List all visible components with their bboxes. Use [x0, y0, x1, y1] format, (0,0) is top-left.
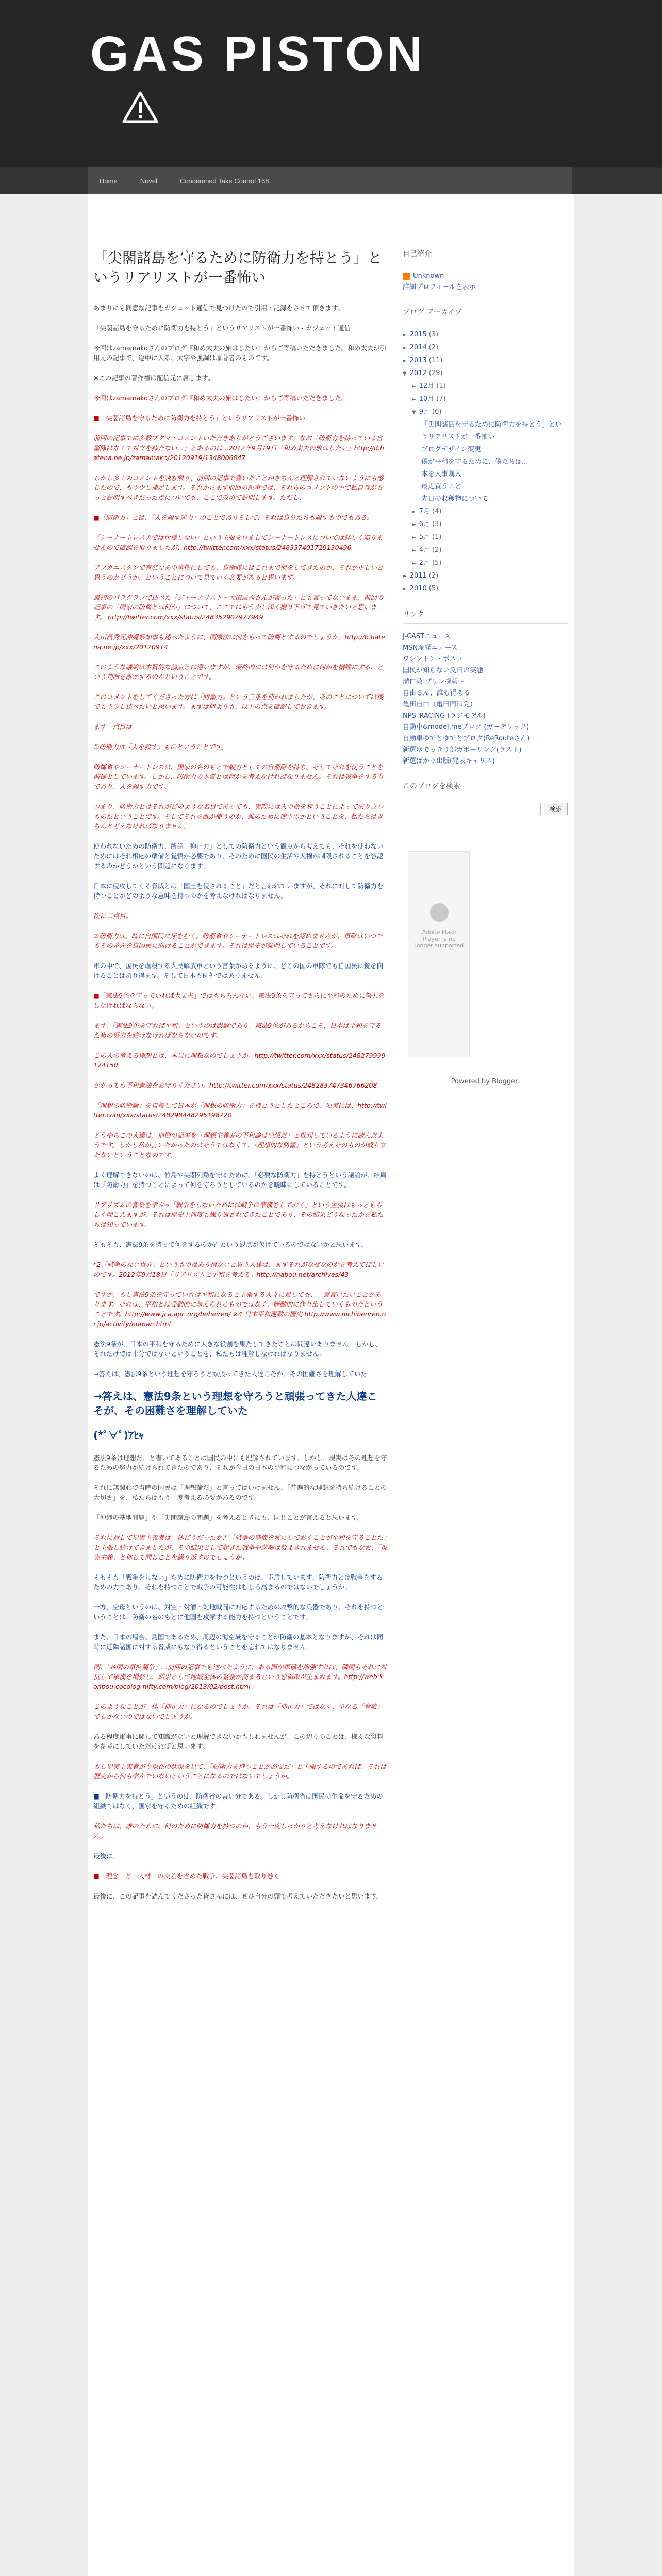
expand-closed-icon[interactable]: ►: [403, 345, 407, 351]
archive-item[interactable]: [403, 493, 568, 505]
archive-label[interactable]: 2012: [409, 369, 427, 377]
post-paragraph: どうやらこの人達は、前回の記事を「理想主義者の平和論は空想だ」と批判しているように読んだようです。しかし私が言いたかったのはそうではなくて、「理想的な防衛」という考えそのものが成り立たないということなのです。: [93, 1131, 386, 1159]
search-button[interactable]: 検索: [544, 803, 568, 815]
post-paragraph: *2「戦争のない世界」というものはあり得ないと思う人達は、まずそれがなぜなのかを考えてほしいのです。2012年9月18日「リアリズムと平和を考える」http://nabou.net/archives/43: [93, 1261, 385, 1278]
post-paragraph: そもそも、憲法9条を持って何をするのか？という観点が欠けているのではないかと思います。: [93, 1241, 368, 1248]
post-paragraph: このような議論は本質的な論点とは違いますが、最終的には何かを守るために何かを犠牲にする、という判断を誰がするのかということです。: [93, 663, 384, 681]
sidebar-link[interactable]: 国民が知らない反日の実態: [403, 667, 484, 674]
archive-label[interactable]: 最近買うこと: [421, 483, 462, 490]
post-paragraph: 「理想の防衛論」を自慢して日本が「理想の防衛力」を持とうとしたところで、現実には、http://twitter.com/xxx/status/248298448295198720: [93, 1101, 387, 1119]
archive-item[interactable]: [403, 468, 568, 481]
post-paragraph: しかし多くのコメントを読む限り、前回の記事で書いたことがきちんと理解されていないようにも感じたので、もう少し補足します。それからまず前回の記事では、それらのコメントの中で私自身がもっと説明すべきだった点についても、ここで改めて説明します。ただし、: [93, 474, 384, 501]
post-paragraph: 日本に侵攻してくる脅威とは「国土を侵されること」だと言われていますが、それに対して防衛力を持つことがどのような意味を持つのかを考えなければなりません。: [93, 882, 384, 900]
content-area: [88, 194, 574, 2576]
profile-link[interactable]: 詳細プロフィールを表示: [403, 283, 476, 291]
expand-closed-icon[interactable]: ►: [412, 535, 416, 540]
main-column: [93, 248, 387, 1911]
archive-label[interactable]: 本を大事購入: [421, 470, 462, 478]
post-paragraph: ※この記事の著作権は配信元に属します。: [93, 374, 214, 382]
archive-label[interactable]: 「尖閣諸島を守るために防衛力を持とう」というリアリストが一番怖い: [421, 421, 562, 441]
profile-name[interactable]: Unknown: [413, 272, 444, 280]
sidebar-link[interactable]: 新選ゆでっきり部カポーリング(ラスト): [403, 746, 522, 754]
sidebar-link[interactable]: ワシントン・ポスト: [403, 655, 463, 663]
archive-item[interactable]: [403, 570, 568, 583]
post-paragraph: このコメントをしてくださった方は「防衛力」という言葉を使われましたが、そのことについては後でもう少し述べたいと思います。まずは何よりも、以下の点を確認しておきます。: [93, 693, 384, 710]
sidebar-link[interactable]: MSN産経ニュース: [403, 644, 458, 652]
post-paragraph: 「尖閣諸島を守るために防衛力を持とう」というリアリストが一番怖い - ガジェット通信: [93, 324, 351, 332]
archive-heading: ブログ アーカイブ: [403, 307, 568, 321]
post-paragraph: ■「理念」と「人材」の交差を含めた戦争、尖閣諸島を取り巻く: [93, 1872, 280, 1880]
archive-count: (6): [432, 408, 442, 416]
archive-count: (2): [432, 546, 442, 554]
post-paragraph: まず一点目は: [93, 723, 133, 731]
post-paragraph: 軍の中で、国民を虐殺する人民解放軍という言葉があるように、どこの国の軍隊でも自国民に銃を向けることはあり得ます。そして日本も例外ではありません。: [93, 962, 384, 979]
post-paragraph: このようなことが一体「抑止力」になるのでしょうか。それは「抑止力」ではなく、単なる「脅威」でしかないのではないでしょうか。: [93, 1703, 384, 1720]
post-paragraph: 例：「各国の軍拡競争」…前回の記事でも述べたように、ある国が軍備を増強すれば、隣国もそれに対抗して軍備を増強し、結果として地域全体の緊張が高まるという悪循環が生まれます。http://web-konpou.cocolog-nifty.com/blog/2013/02/post.html: [93, 1663, 387, 1690]
expand-closed-icon[interactable]: ►: [403, 332, 407, 338]
post-paragraph: よく理解できないのは、竹島や尖閣列島を守るために、「必要な防衛力」を持とうという議論が、結局は「防衛力」を持つことによって何を守ろうとしているのかを曖昧にしていることです。: [93, 1171, 387, 1189]
archive-count: (29): [428, 369, 443, 377]
expand-closed-icon[interactable]: ►: [412, 548, 416, 553]
post-paragraph: 防衛省やシーナートレスは、国家の名のもとで戦力としての自衛隊を持ち、そしてそれを使うことを前提としています。しかし、防衛力の本質とは何かを考えなければなりません。それは戦争をする力であり、人を殺す力です。: [93, 763, 384, 790]
navbar: [0, 167, 662, 194]
archive-label[interactable]: 6月: [419, 520, 430, 528]
sidebar-link[interactable]: 亀田自由（亀田同和党）: [403, 701, 477, 708]
post-paragraph: 今回はzamamakoさんのブログ『和め太夫の旅はしたい』からご寄稿いただきました。: [93, 394, 348, 402]
sidebar-link[interactable]: 溝口敦 プリン探報～: [403, 678, 465, 686]
archive-label[interactable]: 5月: [419, 533, 430, 541]
archive-label[interactable]: 先日の収穫物について: [421, 495, 488, 503]
header-background: [0, 0, 662, 167]
sidebar-link[interactable]: 自由さん、誰も得ある: [403, 689, 470, 697]
post-paragraph: つまり、防衛力とはそれがどのような名目であっても、実際には人の命を奪うことによって成り立つものだということです。そしてそれを誰が使うのか、誰のために使うのかということを、私たちはきちんと考えなければなりません。: [93, 803, 384, 830]
post-paragraph: 「シーナートレスナでは仕様しない」という主張を見ましてシーナートレスについては詳しく知りませんので確認を取りましたが、http://twitter.com/xxx/status/248337401729130496: [93, 534, 383, 551]
archive-count: (2): [428, 572, 439, 580]
archive-item[interactable]: [403, 505, 568, 518]
profile-name-row: [403, 270, 568, 282]
archive-count: (3): [428, 331, 439, 338]
archive-label[interactable]: 12月: [419, 382, 435, 390]
plugin-icon: [430, 903, 449, 922]
post-paragraph: 前回の記事でに多数ブクマ・コメントいただきありがとうございます。なお「防衛力を持っている自衛隊はなくて対立を持たない…」とあるのは…2012年9月19日「和め太夫の旅はしたい」http://d.hatena.ne.jp/zamamako/20120919/1348006047: [93, 434, 384, 462]
expand-closed-icon[interactable]: ►: [412, 522, 416, 528]
archive-item[interactable]: [403, 456, 568, 468]
tab-novel[interactable]: Novel: [140, 177, 157, 185]
expand-closed-icon[interactable]: ►: [412, 397, 416, 402]
archive-item[interactable]: [403, 583, 568, 596]
post-paragraph: ■「尖閣諸島を守るために防衛力を持とう」というリアリストが一番怖い: [93, 414, 306, 422]
flash-placeholder: [408, 851, 470, 1057]
expand-closed-icon[interactable]: ►: [403, 358, 407, 364]
archive-label[interactable]: 9月: [419, 408, 430, 416]
links-section: [403, 609, 568, 767]
post-paragraph: かかっても平和憲法をお守りください。http://twitter.com/xxx/status/248283747346766208: [93, 1081, 377, 1089]
post-body: [93, 303, 387, 1901]
post-paragraph: 大田昌秀元沖縄県知事も述べたように、国際法は何をもって防衛とするのでしょうか。http://b.hatena.ne.jp/xxx/20120914: [93, 633, 385, 651]
archive-item[interactable]: [403, 444, 568, 456]
archive-item[interactable]: [403, 518, 568, 531]
archive-label[interactable]: 2013: [409, 357, 427, 364]
post-paragraph: (*ﾟ∀ﾟ)ｱﾋｬ: [93, 1429, 144, 1442]
links-heading: リンク: [403, 609, 568, 624]
archive-count: (7): [436, 395, 446, 403]
post-paragraph: ②防衛力は、時に自国民に牙をむく。防衛省やシーナートレスはそれを認めませんが、軍隊はいつでもその矛先を自国民に向けることができます。それは歴史が証明していることです。: [93, 932, 383, 950]
post-paragraph: 「沖縄の基地問題」や「尖閣諸島の問題」を考えるときにも、同じことが言えると思います。: [93, 1514, 364, 1521]
expand-closed-icon[interactable]: ►: [412, 509, 416, 515]
sidebar-link[interactable]: 新選ばかり出版(発表キャリス): [403, 757, 495, 765]
search-input[interactable]: [403, 803, 541, 815]
sidebar-link[interactable]: 自動車ゆでとゆでとブログ(ReRouteさん): [403, 735, 530, 742]
archive-section: [403, 307, 568, 596]
archive-label[interactable]: 僕が平和を守るために、僕たちは...: [421, 458, 528, 466]
profile-section: [403, 248, 568, 293]
archive-item[interactable]: [403, 481, 568, 493]
post-paragraph: 一方、空母というのは、対空・対潜・対地戦闘に対応するための攻撃的な兵器であり、それを持つということは、防衛の名のもとに他国を攻撃する能力を持つということです。: [93, 1603, 384, 1621]
post-title[interactable]: 「尖閣諸島を守るために防衛力を持とう」というリアリストが一番怖い: [93, 249, 383, 286]
archive-count: (3): [432, 520, 442, 528]
archive-count: (2): [428, 344, 439, 351]
post-paragraph: 最後に、: [93, 1852, 120, 1860]
post-paragraph: また、日本の場合、島国であるため、周辺の海空域を守ることが防衛の基本となりますが、それは同時に近隣諸国に対する脅威にもなり得るということを忘れてはなりません。: [93, 1633, 384, 1651]
archive-item[interactable]: [403, 544, 568, 557]
archive-label[interactable]: 7月: [419, 507, 430, 515]
archive-label[interactable]: 4月: [419, 546, 430, 554]
archive-label[interactable]: 2月: [419, 559, 430, 567]
post-paragraph: 憲法9条が、日本の平和を守るために大きな役割を果たしてきたことは間違いありません。しかし、それだけでは十分ではないということを、私たちは理解しなければなりません。: [93, 1340, 382, 1358]
sidebar-link[interactable]: 自動車&model.meブログ (ガーデリック): [403, 723, 529, 731]
powered-by[interactable]: Powered by Blogger.: [451, 1078, 520, 1086]
archive-label[interactable]: 2014: [409, 344, 427, 351]
archive-count: (5): [432, 559, 442, 567]
post-paragraph: 最初のパラグラフで述べた「ジャーナリスト・大田昌秀さんが言った」とも言ってないまま、前回の記事の「国家の防衛とは何か」について、ここではもう少し深く掘り下げて見ていきたいと思います。 http://twitter.com/xxx/status/248352907977949: [93, 594, 384, 621]
archive-count: (4): [432, 507, 442, 515]
archive-item[interactable]: [403, 531, 568, 544]
expand-closed-icon[interactable]: ►: [412, 561, 416, 566]
post-paragraph: それに対して現実主義者は一体どうだったか？「戦争の準備を常にしておくことが平和を守ることだ」と主張し続けてきましたが、その結果として起きた戦争や悲劇は数えきれません。それでもなお、「現実主義」と称して同じことを繰り返すのでしょうか。: [93, 1534, 387, 1561]
search-section: [403, 781, 568, 815]
post-paragraph: ある程度軍事に関して知識がないと理解できないかもしれませんが、この辺りのことは、様々な資料を参考にしていただければと思います。: [93, 1733, 384, 1750]
archive-count: (1): [436, 382, 446, 390]
warning-icon: [122, 91, 159, 124]
post-paragraph: 使われないための防衛力、所謂「抑止力」としての防衛力という観点から考えても、それを使わないためにはそれ相応の準備と覚悟が必要であり、そのために国民の生活や人権が制限されることを容認するのかどうかという問題になります。: [93, 842, 384, 870]
tab-home[interactable]: Home: [100, 177, 118, 185]
post-paragraph: →答えは、憲法9条という理想を守ろうと頑張ってきた人達こそが、その困難さを理解していた: [93, 1390, 377, 1417]
post-paragraph: ■「防衛力を持とう」というのは、防衛省の言い分である。しかし防衛省は国民の生命を守るための組織ではなく、国家を守るための組織です。: [93, 1792, 383, 1810]
archive-item[interactable]: [403, 393, 568, 406]
post-paragraph: 今回はzamamakoさんのブログ『和め太夫の旅はしたい』からご寄稿いただきました。和め太夫が引用元の記事で、途中に入る、太字や強調は原著者のものです。: [93, 344, 387, 362]
post-paragraph: 私たちは、誰のために、何のために防衛力を持つのか、もう一度しっかりと考えなければなりません。: [93, 1822, 377, 1840]
post-paragraph: リアリズムの背景を学ぶ⇒「戦争をしないためには戦争の準備をしておく」という主張はもっともらしく聞こえますが、それは歴史上何度も繰り返されてきたことであり、その結果どうなったかを私たちは知っています。: [93, 1201, 384, 1228]
post-paragraph: →答えは、憲法9条という理想を守ろうと頑張ってきた人達こそが、その困難さを理解していた: [93, 1370, 367, 1378]
post-paragraph: それに無関心で当時の国民は「理想論だ」と言ってはいけません。「普遍的な理想を持ち続けることの大切さ」を、私たちはもう一度考える必要があるのです。: [93, 1484, 387, 1501]
expand-closed-icon[interactable]: ►: [412, 384, 416, 389]
archive-label[interactable]: 2011: [409, 572, 427, 580]
post-paragraph: ■「憲法9条を守っていれば大丈夫」ではもちろんない。憲法9条を守ってさらに平和のために努力をしなければならない。: [93, 992, 385, 1009]
archive-item[interactable]: [403, 406, 568, 419]
archive-count: (5): [428, 585, 439, 592]
archive-count: (1): [432, 533, 442, 541]
post-paragraph: 最後に、この記事を読んでくださった皆さんには、ぜひ自分の頭で考えていただきたいと思います。: [93, 1892, 383, 1900]
archive-item[interactable]: [403, 419, 568, 444]
sidebar-link[interactable]: J-CASTニュース: [403, 633, 451, 640]
post-paragraph: ①防衛力は「人を殺す」ものということです。: [93, 743, 228, 751]
expand-open-icon[interactable]: ▼: [403, 371, 407, 377]
archive-item[interactable]: [403, 380, 568, 393]
blogger-icon: [403, 273, 410, 280]
archive-item[interactable]: [403, 557, 568, 570]
post-paragraph: まず、「憲法9条を守れば平和」というのは誤解であり、憲法9条があるからこそ、日本は平和を守るための努力を続けなければならないのです。: [93, 1022, 382, 1039]
post-paragraph: ■「防衛力」とは、「人を殺す能力」のことでありそして、それは自分たちも殺すものでもある。: [93, 514, 373, 521]
archive-item[interactable]: [403, 354, 568, 367]
archive-item[interactable]: [403, 342, 568, 354]
tab-condemned[interactable]: Condemned Take Control 168: [179, 177, 269, 185]
post-paragraph: ですが、もし憲法9条を守っていれば平和になると主張する人々に対しても、一言言いたいことがあります。それは、平和とは受動的に与えられるものではなく、能動的に作り出していくものだということです。http://www.jca.apc.org/beheiren/ ※4 日本平和運動の歴史 http://www.nichibenren.or.jp/activity/human.html: [93, 1291, 386, 1328]
archive-label[interactable]: 2015: [409, 331, 427, 338]
post-paragraph: アフガニスタンで有名なあの事件にしても、自衛隊にはこれまで何をしてきたのか、それが正しいと思うのかどうか、ということについて見ていく必要があると思います。: [93, 564, 384, 581]
archive-label[interactable]: ブログデザイン変更: [421, 446, 482, 453]
archive-list: [403, 329, 568, 596]
post-paragraph: この人の考える理想とは、本当に理想なのでしょうか。http://twitter.com/xxx/status/248279999174150: [93, 1052, 386, 1069]
nav-tabs: [88, 167, 572, 194]
search-row: [403, 803, 568, 815]
archive-item[interactable]: [403, 367, 568, 380]
post-paragraph: あまりにも同意な記事をガジェット通信で見つけたので引用・記録をさせて頂きます。: [93, 304, 344, 312]
links-list: [403, 631, 568, 767]
sidebar-link[interactable]: NPS_RACING (ラジモデル): [403, 712, 486, 720]
sidebar: [403, 248, 568, 1086]
post-paragraph: 次に二点目。: [93, 912, 133, 920]
archive-item[interactable]: [403, 329, 568, 342]
profile-heading: 自己紹介: [403, 248, 568, 263]
expand-open-icon[interactable]: ▼: [412, 410, 416, 415]
post-paragraph: そもそも「戦争をしない」ために防衛力を持つというのは、矛盾しています。防衛力とは戦争をするための力であり、それを持つことで戦争の可能性はむしろ高まるのではないでしょうか。: [93, 1573, 383, 1591]
search-heading: このブログを検索: [403, 781, 568, 795]
blog-title[interactable]: GAS PISTON: [90, 26, 426, 81]
expand-closed-icon[interactable]: ►: [403, 573, 407, 579]
archive-label[interactable]: 10月: [419, 395, 435, 403]
archive-count: (11): [428, 357, 443, 364]
post-paragraph: 憲法9条は理想だ、と書いてあることは国民の中にも理解されています。しかし、現実はその理想を守るための努力が続けられてきたのであり、それが今日の日本の平和につながっているのです。: [93, 1454, 387, 1471]
post-paragraph: もし現実主義者が今現在の状況を見て、「防衛力を持つことが必要だ」と主張するのであれば、それは歴史から何も学んでいないということになるのではないでしょうか。: [93, 1762, 387, 1780]
archive-label[interactable]: 2010: [409, 585, 427, 592]
flash-text: Adobe Flash Player is no longer supported: [415, 929, 464, 949]
expand-closed-icon[interactable]: ►: [403, 586, 407, 592]
